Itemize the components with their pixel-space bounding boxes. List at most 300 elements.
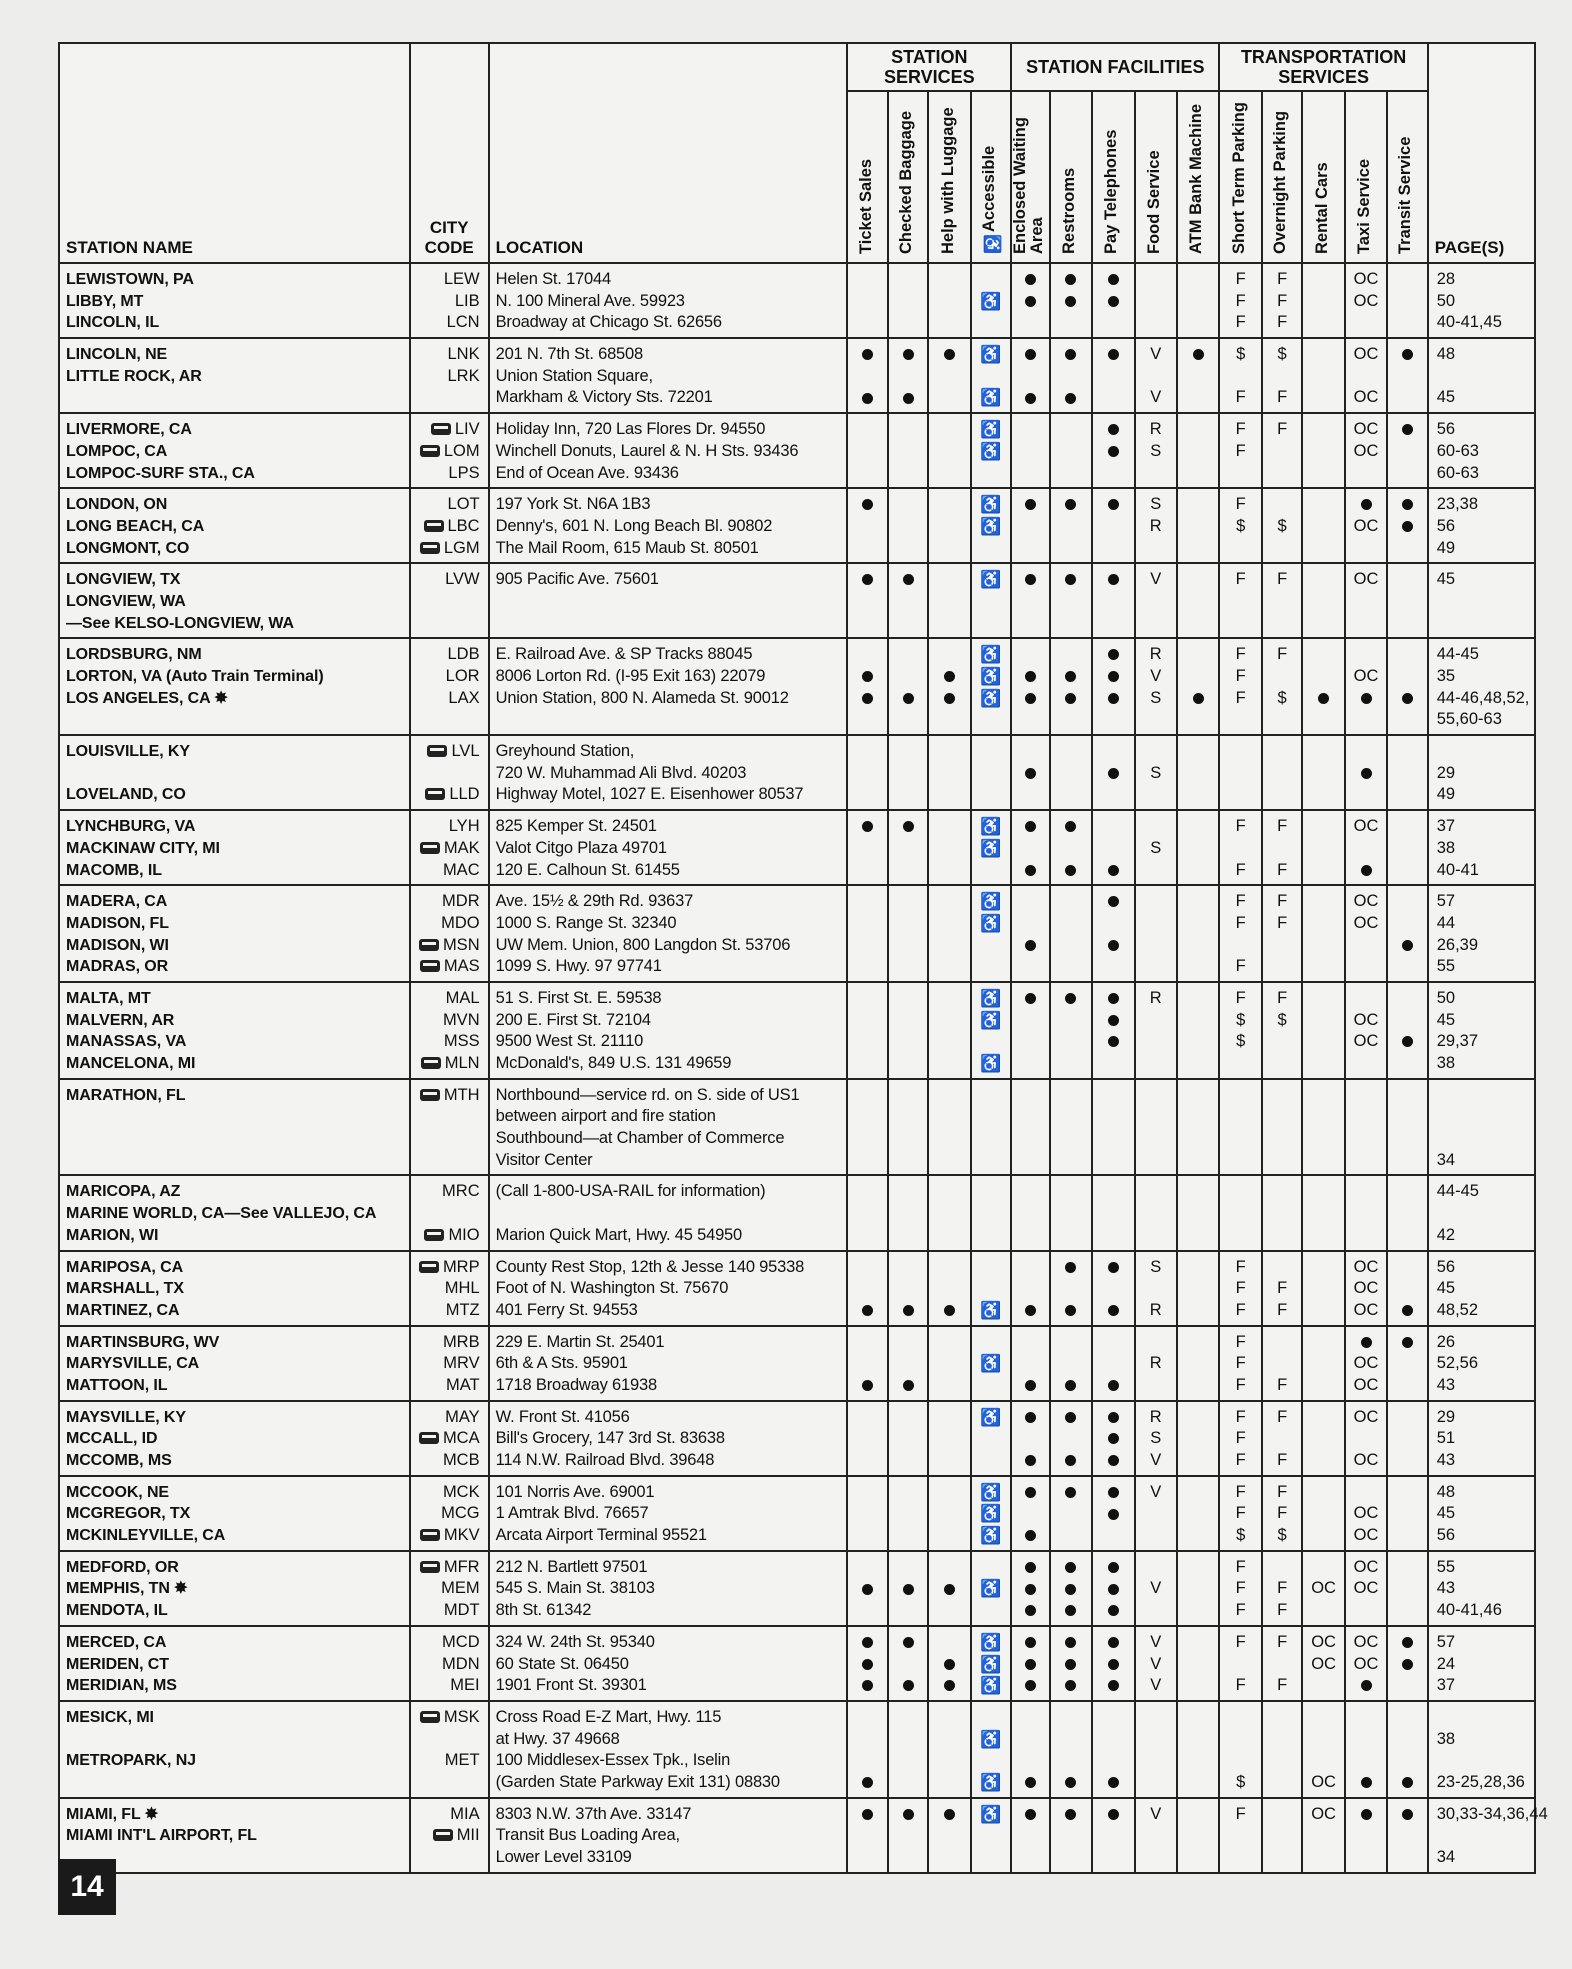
service-mark: F xyxy=(1277,291,1288,310)
service-mark xyxy=(889,591,927,613)
service-mark: V xyxy=(1150,388,1162,407)
service-mark xyxy=(848,1257,886,1279)
service-mark xyxy=(1051,591,1091,613)
accessible-icon: ♿ xyxy=(980,838,1002,858)
service-mark xyxy=(848,1825,886,1847)
service-mark xyxy=(929,1031,969,1053)
service-mark xyxy=(929,1278,969,1300)
service-mark xyxy=(972,591,1010,613)
service-mark xyxy=(1012,709,1048,731)
station-name-cell xyxy=(59,1401,410,1476)
service-mark xyxy=(972,1031,1010,1053)
service-mark: OC xyxy=(1311,1632,1336,1651)
service-mark xyxy=(1303,1428,1343,1450)
service-mark xyxy=(972,1525,1010,1547)
pages: 50 xyxy=(1436,291,1456,310)
service-cell xyxy=(1219,810,1261,885)
service-mark xyxy=(972,1106,1010,1128)
service-cell xyxy=(1345,1626,1387,1701)
table-row xyxy=(59,1798,1535,1873)
location: 324 W. 24th St. 95340 xyxy=(495,1632,655,1651)
service-cell xyxy=(1092,1701,1134,1798)
service-mark xyxy=(1220,1053,1260,1075)
service-mark xyxy=(1093,419,1133,441)
service-mark xyxy=(929,1729,969,1751)
dot-marker xyxy=(1065,1305,1076,1316)
service-mark xyxy=(1303,1375,1343,1397)
service-mark xyxy=(1388,688,1426,710)
service-cell xyxy=(928,1401,970,1476)
service-mark xyxy=(929,956,969,978)
service-mark xyxy=(848,1654,886,1676)
service-mark xyxy=(1012,1847,1048,1869)
service-mark xyxy=(1051,1181,1091,1203)
service-mark xyxy=(1178,988,1218,1010)
service-mark xyxy=(1136,816,1176,838)
service-cell xyxy=(1262,263,1302,338)
dot-marker xyxy=(1108,349,1119,360)
service-mark: OC xyxy=(1353,291,1379,310)
service-mark xyxy=(1388,838,1426,860)
service-mark xyxy=(1178,269,1218,291)
service-mark xyxy=(972,935,1010,957)
dot-marker xyxy=(1065,1562,1076,1573)
service-mark xyxy=(1136,591,1176,613)
location-cell xyxy=(489,563,848,638)
service-cell xyxy=(1262,1079,1302,1176)
service-cell xyxy=(1177,1551,1219,1626)
city-code: MAC xyxy=(442,860,480,879)
service-mark: OC xyxy=(1311,1579,1336,1598)
service-mark xyxy=(972,291,1010,313)
service-mark xyxy=(1263,709,1301,731)
service-mark xyxy=(1136,1525,1176,1547)
service-mark xyxy=(1388,860,1426,882)
service-mark xyxy=(1136,366,1176,388)
pages xyxy=(1437,366,1534,388)
station-group xyxy=(59,735,1535,810)
service-mark: S xyxy=(1150,838,1162,857)
service-mark xyxy=(1051,1825,1091,1847)
service-mark xyxy=(1346,1332,1386,1354)
service-cell xyxy=(971,1798,1011,1873)
city-code-line xyxy=(411,741,480,763)
station-name: MANCELONA, MI xyxy=(66,1055,196,1072)
service-cell xyxy=(1345,885,1387,982)
service-cell xyxy=(1092,1551,1134,1626)
bus-icon xyxy=(419,1261,439,1273)
service-mark xyxy=(1012,494,1048,516)
service-mark: $ xyxy=(1277,345,1287,364)
service-mark: V xyxy=(1150,1579,1162,1598)
location: 9500 West St. 21110 xyxy=(495,1032,644,1051)
service-mark xyxy=(1263,538,1301,560)
service-mark: F xyxy=(1235,291,1246,310)
service-mark xyxy=(1220,763,1260,785)
service-mark xyxy=(848,988,886,1010)
service-mark xyxy=(1051,1772,1091,1794)
service-mark xyxy=(1303,441,1343,463)
service-mark xyxy=(1051,988,1091,1010)
service-mark xyxy=(889,1053,927,1075)
service-mark xyxy=(1012,1300,1048,1322)
service-mark xyxy=(889,644,927,666)
city-code-line xyxy=(411,312,480,334)
service-mark xyxy=(972,1825,1010,1847)
service-mark xyxy=(848,1150,886,1172)
city-code: LVW xyxy=(445,570,480,589)
station-name: MEMPHIS, TN ✸ xyxy=(66,1580,188,1598)
city-code: LOT xyxy=(447,495,480,514)
city-code-line xyxy=(411,1654,480,1676)
station-group xyxy=(59,1079,1535,1176)
service-mark xyxy=(1303,1750,1343,1772)
station-name: MERIDIAN, MS xyxy=(66,1677,177,1695)
location: (Call 1-800-USA-RAIL for information) xyxy=(495,1182,766,1201)
dot-marker xyxy=(1402,499,1413,510)
service-cell xyxy=(1302,1798,1344,1873)
service-mark xyxy=(972,913,1010,935)
service-mark xyxy=(1388,1503,1426,1525)
service-cell xyxy=(1302,1626,1344,1701)
service-mark xyxy=(1051,1729,1091,1751)
service-mark: F xyxy=(1235,1504,1246,1523)
service-mark xyxy=(972,1450,1010,1472)
location: 229 E. Martin St. 25401 xyxy=(495,1332,665,1351)
dot-marker xyxy=(903,393,914,404)
service-cell xyxy=(1345,1476,1387,1551)
service-mark xyxy=(1220,538,1260,560)
service-mark xyxy=(848,1053,886,1075)
city-code-line xyxy=(411,344,480,366)
service-mark xyxy=(1178,1654,1218,1676)
station-name: MARYSVILLE, CA xyxy=(66,1355,200,1373)
service-mark: F xyxy=(1235,1279,1246,1298)
service-mark xyxy=(972,860,1010,882)
service-mark: F xyxy=(1277,1504,1288,1523)
dot-marker xyxy=(1065,865,1076,876)
service-cell xyxy=(928,735,970,810)
service-mark: F xyxy=(1235,1804,1246,1823)
pages: 23,38 xyxy=(1436,495,1479,514)
service-mark xyxy=(1051,344,1091,366)
pages-cell xyxy=(1428,413,1535,488)
service-mark xyxy=(1388,935,1426,957)
service-mark xyxy=(1136,1729,1176,1751)
city-code-line xyxy=(411,1707,480,1729)
service-mark xyxy=(1388,1707,1426,1729)
header-column-label: Restrooms xyxy=(1059,167,1078,254)
dot-marker xyxy=(1402,1036,1413,1047)
service-mark xyxy=(1346,1804,1386,1826)
location: County Rest Stop, 12th & Jesse 140 95338 xyxy=(495,1257,805,1276)
service-mark xyxy=(1220,935,1260,957)
header-location: LOCATION xyxy=(489,43,848,263)
service-mark xyxy=(1051,494,1091,516)
service-cell xyxy=(1345,1251,1387,1326)
service-mark xyxy=(1303,1128,1343,1150)
service-mark xyxy=(1093,1128,1133,1150)
location: 60 State St. 06450 xyxy=(495,1654,629,1673)
station-name: MARICOPA, AZ xyxy=(66,1183,181,1201)
station-group xyxy=(59,1798,1548,1873)
dot-marker xyxy=(1361,865,1372,876)
service-mark: S xyxy=(1150,495,1162,514)
pages: 38 xyxy=(1436,838,1456,857)
service-mark xyxy=(1093,935,1133,957)
service-mark xyxy=(1093,1578,1133,1600)
service-mark xyxy=(1051,709,1091,731)
service-mark xyxy=(1263,1353,1301,1375)
service-mark xyxy=(1093,1407,1133,1429)
service-mark xyxy=(1388,269,1426,291)
location-cell xyxy=(489,982,848,1079)
service-mark xyxy=(929,988,969,1010)
service-mark xyxy=(1303,1707,1343,1729)
accessible-icon: ♿ xyxy=(980,1804,1002,1824)
service-cell xyxy=(1262,413,1302,488)
service-mark xyxy=(1051,1557,1091,1579)
bus-icon xyxy=(420,960,440,972)
city-code-line xyxy=(411,1804,480,1826)
header-group-station-facilities: STATION FACILITIES xyxy=(1011,43,1219,91)
service-mark: F xyxy=(1235,860,1246,879)
city-code-line xyxy=(411,291,480,313)
service-mark xyxy=(1136,1825,1176,1847)
service-mark xyxy=(1263,1053,1301,1075)
location: 201 N. 7th St. 68508 xyxy=(495,345,643,364)
station-name-cell xyxy=(59,885,410,982)
dot-marker xyxy=(1065,393,1076,404)
dot-marker xyxy=(1108,896,1119,907)
table-row xyxy=(59,1626,1535,1701)
dot-marker xyxy=(1402,693,1413,704)
accessible-icon: ♿ xyxy=(980,388,1002,408)
header-column xyxy=(1262,91,1302,263)
table-row xyxy=(59,810,1535,885)
city-code-line xyxy=(411,1106,480,1128)
dot-marker xyxy=(1065,1487,1076,1498)
station-name: MCCALL, ID xyxy=(66,1430,158,1448)
service-mark xyxy=(1220,1825,1260,1847)
service-mark: OC xyxy=(1353,388,1379,407)
table-row xyxy=(59,413,1535,488)
dot-marker xyxy=(1025,1412,1036,1423)
service-mark xyxy=(1051,1203,1091,1225)
service-cell xyxy=(1262,1476,1302,1551)
service-mark xyxy=(1093,784,1133,806)
service-cell xyxy=(1011,638,1049,735)
service-mark xyxy=(1012,1482,1048,1504)
service-mark xyxy=(1093,1428,1133,1450)
service-mark xyxy=(1093,688,1133,710)
service-cell xyxy=(1387,1701,1427,1798)
service-mark xyxy=(972,1847,1010,1869)
service-cell xyxy=(1135,1798,1177,1873)
service-mark: F xyxy=(1235,1429,1246,1448)
service-mark: F xyxy=(1235,441,1246,460)
service-cell xyxy=(971,563,1011,638)
station-name-cell xyxy=(59,1551,410,1626)
service-mark xyxy=(972,1181,1010,1203)
service-cell xyxy=(888,735,928,810)
service-cell xyxy=(1262,338,1302,413)
service-cell xyxy=(1302,338,1344,413)
service-mark xyxy=(1051,1482,1091,1504)
service-mark xyxy=(1220,1707,1260,1729)
service-cell xyxy=(1092,885,1134,982)
service-mark xyxy=(1220,591,1260,613)
service-cell xyxy=(1302,1701,1344,1798)
service-mark xyxy=(1178,1675,1218,1697)
city-code: MAT xyxy=(446,1375,480,1394)
service-mark xyxy=(972,688,1010,710)
service-cell xyxy=(1262,1701,1302,1798)
service-mark xyxy=(1093,1203,1133,1225)
header-group-station-services: STATION SERVICES xyxy=(847,43,1011,91)
service-mark xyxy=(889,291,927,313)
service-mark xyxy=(972,387,1010,409)
service-cell xyxy=(1011,1175,1049,1250)
service-mark xyxy=(929,709,969,731)
service-cell xyxy=(1011,982,1049,1079)
station-name: MARSHALL, TX xyxy=(66,1280,184,1298)
service-mark xyxy=(1136,741,1176,763)
service-mark xyxy=(1012,1557,1048,1579)
service-mark xyxy=(1263,613,1301,635)
pages xyxy=(1437,1106,1534,1128)
service-mark: OC xyxy=(1353,817,1379,836)
service-mark xyxy=(1136,1278,1176,1300)
dot-marker xyxy=(1025,1305,1036,1316)
header-group-transportation-services: TRANSPORTATION SERVICES xyxy=(1219,43,1427,91)
service-cell xyxy=(888,488,928,563)
accessible-icon: ♿ xyxy=(980,441,1002,461)
location xyxy=(496,709,847,731)
city-code: LCN xyxy=(446,313,480,332)
service-mark xyxy=(1178,1053,1218,1075)
city-code: LVL xyxy=(451,742,480,761)
dot-marker xyxy=(1025,1637,1036,1648)
service-mark xyxy=(1093,988,1133,1010)
service-cell xyxy=(1092,638,1134,735)
service-mark xyxy=(1051,1632,1091,1654)
service-mark xyxy=(972,666,1010,688)
service-mark xyxy=(1178,956,1218,978)
service-mark xyxy=(1093,366,1133,388)
service-cell xyxy=(971,1401,1011,1476)
service-mark xyxy=(1388,1847,1426,1869)
service-mark xyxy=(1051,1407,1091,1429)
service-mark xyxy=(889,1010,927,1032)
service-mark xyxy=(1388,387,1426,409)
service-cell xyxy=(1177,1626,1219,1701)
service-mark xyxy=(1388,784,1426,806)
service-mark xyxy=(929,935,969,957)
dot-marker xyxy=(1065,1809,1076,1820)
station-name: MARATHON, FL xyxy=(66,1086,186,1104)
dot-marker xyxy=(862,1680,873,1691)
pages: 60-63 xyxy=(1436,463,1479,482)
service-mark xyxy=(929,1150,969,1172)
service-mark xyxy=(1178,613,1218,635)
location-cell xyxy=(489,885,848,982)
service-mark: F xyxy=(1235,1354,1246,1373)
service-mark xyxy=(1051,891,1091,913)
service-mark xyxy=(848,1675,886,1697)
station-name: LIBBY, MT xyxy=(66,292,144,310)
city-code: MSN xyxy=(442,935,480,954)
service-cell xyxy=(1345,263,1387,338)
service-mark xyxy=(1263,1804,1301,1826)
bus-icon xyxy=(419,939,439,951)
service-mark xyxy=(972,494,1010,516)
service-mark: OC xyxy=(1353,345,1379,364)
city-code-cell xyxy=(410,1476,489,1551)
service-mark: F xyxy=(1277,270,1288,288)
accessible-icon: ♿ xyxy=(980,1654,1002,1674)
location: Marion Quick Mart, Hwy. 45 54950 xyxy=(495,1225,743,1244)
city-code: MKV xyxy=(443,1526,480,1545)
station-group xyxy=(59,488,1535,563)
station-name: LONGVIEW, WA xyxy=(66,592,186,610)
location: 905 Pacific Ave. 75601 xyxy=(495,570,659,589)
service-mark: F xyxy=(1235,270,1246,288)
pages: 50 xyxy=(1436,988,1456,1007)
service-mark xyxy=(848,538,886,560)
dot-marker xyxy=(903,1809,914,1820)
service-mark xyxy=(1303,688,1343,710)
dot-marker xyxy=(1193,349,1204,360)
service-cell xyxy=(1345,1175,1387,1250)
pages: 40-41,46 xyxy=(1436,1601,1502,1620)
service-cell xyxy=(1387,982,1427,1079)
service-mark xyxy=(848,1031,886,1053)
accessible-icon: ♿ xyxy=(980,1482,1002,1502)
service-mark: OC xyxy=(1311,1654,1336,1673)
service-mark xyxy=(848,1332,886,1354)
service-mark xyxy=(848,1353,886,1375)
service-mark: $ xyxy=(1277,688,1287,707)
pages: 34 xyxy=(1436,1848,1456,1866)
header-column-label: Checked Baggage xyxy=(897,110,916,254)
service-cell xyxy=(1219,1798,1261,1873)
service-mark xyxy=(929,494,969,516)
service-mark xyxy=(848,463,886,485)
service-mark xyxy=(889,1525,927,1547)
service-mark xyxy=(1178,1804,1218,1826)
service-mark: F xyxy=(1235,420,1246,439)
dot-marker xyxy=(1025,693,1036,704)
service-mark xyxy=(1051,441,1091,463)
service-mark xyxy=(972,838,1010,860)
service-mark: R xyxy=(1149,420,1162,439)
accessible-icon: ♿ xyxy=(980,1054,1002,1073)
service-cell xyxy=(1262,563,1302,638)
service-mark xyxy=(889,1332,927,1354)
service-mark xyxy=(972,312,1010,334)
dot-marker xyxy=(1108,574,1119,585)
service-mark xyxy=(972,1225,1010,1247)
service-mark xyxy=(972,1053,1010,1075)
location: 212 N. Bartlett 97501 xyxy=(495,1557,648,1576)
service-mark xyxy=(1051,666,1091,688)
service-mark xyxy=(972,613,1010,635)
accessible-icon: ♿ xyxy=(980,1010,1002,1030)
station-name: —See KELSO-LONGVIEW, WA xyxy=(66,614,294,632)
service-mark: F xyxy=(1235,1557,1246,1576)
service-cell xyxy=(928,1798,970,1873)
